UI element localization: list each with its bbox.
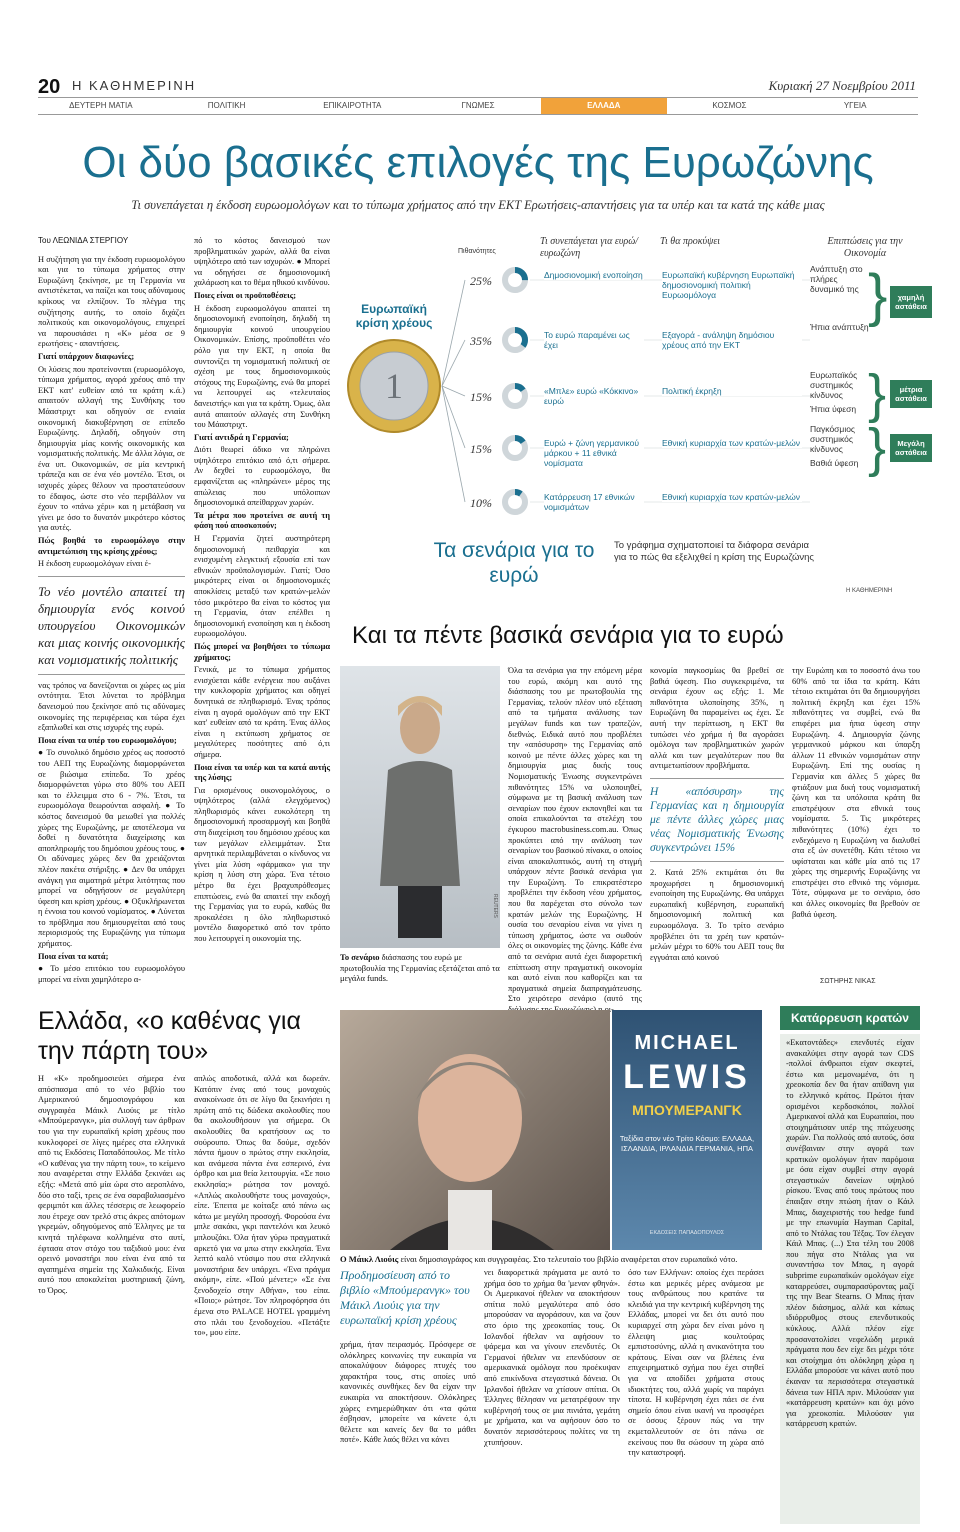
probability-value: 15% — [470, 390, 492, 404]
paragraph: vας τρόπος να δανείζονται οι χώρες ως μία οντότητα. Έτσι λύνεται το πρόβλημα δανεισμού που ξεκίνησε από τις αδύναμες οικονομίες της περιφέρειας και τώρα έχει εξαπλωθεί και στις ισχυρές της ευρώ. — [38, 680, 185, 733]
chart-caption: Το γράφημα σχηματοποιεί τα διάφορα σενάρια για το πώς θα εξελιχθεί η κρίση της Ευρωζώνης — [614, 540, 815, 563]
question: Γιατί υπάρχουν διαφωνίες; — [38, 351, 135, 361]
question: Ποια είναι τα υπέρ και τα κατά αυτής της λύσης; — [194, 762, 330, 783]
scenario-infographic — [340, 236, 927, 596]
sidebar-title: Κατάρρευση κρατών — [780, 1006, 920, 1030]
scenarios-column-a — [508, 666, 642, 1004]
connector-line — [442, 280, 465, 386]
result-text: Εθνική κυριαρχία των κρατών-μελών — [662, 492, 801, 502]
connector-line — [442, 340, 465, 386]
probability-value: 25% — [470, 274, 492, 288]
crisis-label: Ευρωπαϊκή κρίση χρέους — [355, 302, 433, 330]
book-intro: Προδημοσίευση από το βιβλίο «Μπούμερανγκ» του Μάικλ Λιούις για την ευρωπαϊκή κρίση χρέους — [340, 1268, 470, 1327]
probability-donut — [505, 330, 525, 350]
greece-column-5 — [628, 1268, 764, 1524]
caption-lead: Το σενάριο — [340, 952, 380, 962]
impact-text: Ήπια ύφεση — [810, 404, 857, 414]
instability-box: μέτρια αστάθεια — [890, 380, 932, 408]
scenarios-column-c — [792, 666, 920, 966]
probability-value: 10% — [470, 496, 492, 510]
paragraph: Για ορισμένους οικονομολόγους, ο υψηλότερος (αλλά ελεγχόμενος) πληθωρισμός κάνει ευκολότερη τη δημοσιονομική προσαρμογή και βοηθά στη διαχείριση του δημόσιου χρέους και των μεγάλων ελλειμμάτων. Στα αρνητικά περιλαμβάνεται ο κίνδυνος να γίνει μία λύση «φάρμακο» για την κρίση η λύση στη χώρα. Ένα τέτοιο μέτρο θα έχει βραχυπρόθεσμες επιπτώσεις, ενώ θα απαιτεί την εκδοχή της Γερμανίας για το ευρώ, καθώς θα προκαλέσει η όλο πληθωριστικό μοντέλο διαφορετικό από τον τρόπο που λειτουργεί η οικονομία της. — [194, 785, 330, 943]
question: Πώς βοηθά το ευρωομόλογο στην αντιμετώπιση της κρίσης χρέους; — [38, 536, 185, 556]
merkel-photo — [340, 666, 500, 948]
probability-value: 35% — [470, 334, 492, 348]
scenario-text: Το ευρώ παραμένει ως έχει — [544, 330, 644, 350]
question: Ποιες είναι οι προϋποθέσεις; — [194, 290, 297, 300]
book-author-last: LEWIS — [623, 1058, 751, 1096]
nav-item[interactable]: ΕΠΙΚΑΙΡΟΤΗΤΑ — [323, 101, 382, 110]
chart-title: Τα σενάρια για το ευρώ — [433, 539, 595, 587]
paragraph: την Ευρώπη και το ποσοστό άνω του 60% από τα ίδια τα κράτη. Κάτι τέτοιο εκτιμάται ότι θα δημιουργήσει πολιτική έκρηξη και έχει 15% πιθανότητες να συμβεί, ενώ θα επιφέρει μια ήπια ύφεση στην Ευρωζώνη. 4. Δημιουργία ζώνης γερμανικού μάρκου και ύπαρξη άλλων 11 εθνικών νομισμάτων στην Ευρωζώνη. Επί της ουσίας η Γερμανία και άλλες 5 χώρες θα φτιάξουν μια δική τους νομισματική ζώνη και τα υπόλοιπα κράτη θα επιστρέψουν στα εθνικά τους νομίσματα. 5. Τις μικρότερες πιθανότητες (10%) έχει το ενδεχόμενο η Ευρωζώνη να διαλυθεί στα εξ ών συνετέθη. Κάτι τέτοιο να υφίσταται και κάθε μία από τις 17 χώρες της σημερινής Ευρωζώνης να επιστρέψει στο εθνικό της νόμισμα. Τότε, σύμφωνα με το σενάριο, όσο και άλλες οικονομίες θα βρεθούν σε βαθιά ύφεση. — [792, 666, 920, 919]
greece-headline: Ελλάδα, «ο καθένας για την πάρτη του» — [38, 1007, 301, 1065]
pull-quote: Το νέο μοντέλο απαιτεί τη δημιουργία ενός κοινού υπουργείου Οικονομικών και μιας κοινής οικονομικής και νομισματικής πολιτικής — [38, 576, 185, 675]
paragraph: απλώς αποδοτικά, αλλά και δωρεάν. Κατόπιν ένας από τους μοναχούς ανακοίνωσε ότι σε λίγο θα ξεκινήσει η πρώτη από τις δώδεκα ακολουθίες που θα ακολουθήσουν για σήμερα. Οι ακολουθίες θα κρατήσουν ως το σούρουπο. Όπως θα δούμε, σχεδόν πάντα ήμουν ο πρώτος στην εκκλησία, και ανάμεσα πάντα ένα εσπερινό, ένα όρθρο και μια θεία λειτουργία. «Σε ποιο εκκλησία;» ρώτησα τον μοναχό. «Απλώς ακολουθήστε τους μοναχούς», είπε. Έπειτα με κοίταξε από πάνω ως κάτω με μεγάλη προσοχή. Φορούσα ένα μπλε σακάκι, γκρι παντελόνι και λευκό μπλουζάκι. Όλα ήταν γύρω πραγματικά αρκετό για να μπω στην εκκλησία. Ένα λεπτό καλό ντύσιμο που στα ελληνικά μοναστήρια δεν υπάρχει. «Ένα πράγμα ακόμη», είπε. «Πού μένετε;» «Σε ένα ξενοδοχείο στην Αθήνα», του είπα. «Ποιο;» ρώτησε. Τον πληροφόρησα ότι έμενα στο PALACE HOTEL γραμμένη στο πλάι του ξενοδοχείου. «Πετάξτε το», μου είπε. — [194, 1074, 330, 1338]
lewis-photo — [340, 1010, 610, 1250]
caption-text: διάσπασης του ευρώ με πρωτοβουλία της Γερμανίας εξετάζεται από τα μεγάλα funds. — [340, 952, 500, 983]
nav-item[interactable]: ΓΝΩΜΕΣ — [461, 101, 495, 110]
nav-item[interactable]: ΔΕΥΤΕΡΗ ΜΑΤΙΑ — [69, 101, 133, 110]
paragraph: Η «Κ» προδημοσιεύει σήμερα ένα απόσπασμα από το νέο βιβλίο του Αμερικανού δημοσιογράφου και συγγραφέα Μάικλ Λιούις με τίτλο «Μπούμερανγκ», μία συλλογή των άρθρων του για την ευρωπαϊκή κρίση χρέους που κυκλοφορεί σε λίγες ημέρες στα ελληνικά από τις Εκδόσεις Παπαδόπουλος. Με τίτλο «Ο καθένας για την πάρτη του», το κείμενο που αναφέρεται στην Ελλάδα ξεκινάει ως εξής: «Μετά από μία ώρα στο αεροπλάνο, δύο στο ταξί, τρεις σε ένα σαραβαλιασμένο φεριμπότ και άλλες τέσσερις σε λεωφορείο που έτρεχε σαν τρελό στις άκρες απότομων γκρεμών, οδηγούμενος από Έλληνες με τα κινητά τηλέφωνα κολλημένα στο αυτί, έφτασα στον στόχο του ταξιδιού μου: ένα ορεινό μοναστήρι που είναι ένα από τα αγαπημένα σημεία της Χαλκιδικής. Είναι αυτό που αποκαλείται μυστηριακή ζώνη, το Όρος. — [38, 1074, 185, 1295]
probability-header: Πιθανότητες — [458, 248, 496, 255]
nav-item[interactable]: ΠΟΛΙΤΙΚΗ — [207, 101, 246, 110]
main-headline: Οι δύο βασικές επιλογές της Ευρωζώνης — [82, 138, 874, 187]
connector-line — [442, 386, 465, 502]
probability-donut — [505, 492, 525, 512]
paragraph: Οι λύσεις που προτείνονται (ευρωομόλογο, τύπωμα χρήματος, αγορά χρέους από την ΕΚΤ κατ' ευθείαν από τα κράτη κ.ά.) απαιτούν αλλαγή της Συνθήκης του Μάαστριχτ και οδηγούν σε ενιαία οικονομική διακυβέρνηση σε επίπεδο Ευρωζώνης. Δηλαδή, οδηγούν στη δημιουργία μίας κοινής οικονομικής και νομισματικής πολιτικής. Με άλλα λόγια, σε ένα υπ. Οικονομικών, σε μία κεντρική τράπεζα και σε ένα νέο μοντέλο. Έτσι, οι ισχυρές χώρες θέλουν να προστατεύσουν το έδαφος, ώστε στο νέο περιβάλλον να έχουν το «πάνω χέρι» και η μετάβαση να γίνει με όσο το δυνατόν μικρότερο κόστος για αυτές. — [38, 364, 185, 533]
paragraph: Όλα τα σενάρια για την επόμενη μέρα του ευρώ, ακόμη και αυτό της διάσπασης του με πρωτοβουλία της Γερμανίας, τελούν πλέον υπό εξέταση από τα τμήματα ανάλυσης των μεγάλων funds και των τραπεζών, διεθνώς. Ειδικά αυτό που προβλέπει την «απόσυρση» της Γερμανίας από κοινού με πέντε άλλες χώρες και τη δημιουργία μιας δικής τους Νομισματικής Ένωσης συγκεντρώνει πιθανότητες 15% να υλοποιηθεί, σύμφωνα με τη βασική ανάλυση των σεναρίων που έχουν εκπονηθεί και τα οποία επικαλούνται τα στελέχη του έγκυρου macrobusiness.com.au. Όπως προκύπτει από την ανάλυση των σεναρίων του βασικού πίνακα, ο οποίος είναι αποκαλυπτικός, αυτή τη στιγμή υπάρχουν πέντε βασικά σενάρια για την Ευρωζώνη. Το επικρατέστερο προβλέπει την έκδοση νέου χρήματος, που θα παρέχεται στο σύνολο των κρατών μελών της Ευρωζώνης. Η ουσία του σεναρίου είναι να γίνει η τύπωση χρήματος, ώστε να σωθούν όλες οι οικονομίες της ζώνης. Κάθε ένα από τα σενάρια αυτά έχει διαφορετική επίπτωση στην πραγματική οικονομία και αυτό είναι που καθορίζει και τα πραγματικά σημεία διαπραγμάτευσης. Στο χειρότερο σενάριο (αυτό της — [508, 666, 642, 1004]
scenario-text: Δημοσιονομική ενοποίηση — [544, 270, 643, 280]
nav-item-active[interactable]: ΕΛΛΑΔΑ — [541, 98, 667, 114]
question: Ποια είναι τα κατά; — [38, 951, 109, 961]
probability-donut — [505, 386, 525, 406]
result-text: Πολιτική έκρηξη — [662, 386, 802, 396]
impact-text: Παγκόσμιος συστημικός κίνδυνος — [810, 424, 856, 454]
greece-column-2 — [194, 1074, 330, 1524]
impact-text: Ανάπτυξη στο πλήρες δυναμικό της — [810, 264, 863, 294]
brace-icon: } — [868, 263, 888, 328]
result-text: Ευρωπαϊκή κυβέρνηση Ευρωπαϊκή δημοσιονομική πολιτική Ευρωομόλογα — [662, 270, 802, 300]
article-column-1 — [38, 236, 185, 998]
nav-item[interactable]: ΚΟΣΜΟΣ — [712, 101, 747, 110]
impact-header: Επιπτώσεις για την Οικονομία — [827, 236, 903, 259]
publication-date: Κυριακή 27 Νοεμβρίου 2011 — [768, 78, 916, 93]
question: Τα μέτρα που προτείνει σε αυτή τη φάση πού αποσκοπούν; — [194, 510, 330, 531]
result-text: Εξαγορά - ανάληψη δημόσιου χρέους από την ΕΚΤ — [662, 330, 802, 350]
sidebar-box — [780, 1034, 920, 1524]
brace-icon: } — [868, 364, 887, 424]
paragraph: Η έκδοση ευρωομολόγου απαιτεί τη δημοσιονομική ενοποίηση, δηλαδή τη δημιουργία κοινού υπουργείου Οικονομικών. Επίσης, προϋποθέτει νέο ρόλο για την ΕΚΤ, η οποία θα συντονίζει τη νομισματική πολιτική σε σχέση με τους δημοσιονομικούς στόχους της Ευρωζώνης, ενώ θα μπορεί να λειτουργεί ως «τελευταίος δανειστής» και για τα κράτη. Όμως, όλα αυτά απαιτούν αλλαγές στη Συνθήκη του Μάαστριχτ. — [194, 303, 330, 430]
sidebar-text: «Εκατοντάδες» επενδυτές είχαν ανακαλύψει στην αγορά των CDS -πολλοί άνθρωποι είχαν σκεφτεί, έστω και μεμονωμένα, ότι η χρεοκοπία δεν θα ήταν απίθανη για το ελληνικό κράτος. Πρώτοι ήταν ορισμένοι κερδοσκόποι, πολλοί Αμερικανοί αλλά και Ευρωπαίοι, που στοιχημάτισαν υπέρ της πτώχευσης χωρών. Για πολλούς από αυτούς, όσα συνέβαιναν στην αγορά των κρατικών ομολόγων ήταν παρόμοια με όσα είχαν συμβεί στην αγορά στεγαστικών δανείων υψηλού ρίσκου. Ένας από τους πρώτους που έπαιξαν στην πτώση ήταν ο Κάιλ Μπας, διαχειριστής του hedge fund με την επωνυμία Hayman Capital, από το Ντάλας του Τέξας. Τον έλεγαν Κάιλ Μπας. (...) Στα τέλη του 2008 που πήγα στο Ντάλας για να συναντήσω τον Μπας, η αγορά subprime ευρωπαϊκών ομολόγων είχε καταρρεύσει, συμπαρασύροντας μαζί της την Bear Stearns. Ο Μπας ήταν πλέον διάσημος, αλλά και κάπως ιδιόρρυθμος στους επενδυτικούς κύκλους. Αλλά πλέον είχε προσανατολίσει νεφελώδη μερικά πράγματα που δεν είχε δει μέχρι τότε και στοίχημα ότι ολόκληρη χώρα η Ελλάδα μπορούσε να κάνει αυτό που έκαναν τα περισσότερα στεγαστικά δάνεια των ΗΠΑ πριν. Μιλούσαν για «κατάρρευση κρατών» και όχι μόνο για χρεοκοπία. Μιλούσαν για κατάρρευση κρατών. — [786, 1038, 914, 1429]
paragraph: ● Το μέσο επιτόκιο του ευρωομολόγου μπορεί να είναι χαμηλότερο α- — [38, 964, 185, 984]
book-title: ΜΠΟΥΜΕΡΑΝΓΚ — [632, 1102, 742, 1118]
page-number: 20 — [38, 76, 61, 98]
paragraph: Διότι θεωρεί άδικο να πληρώνει υψηλότερο επιτόκιο από ό,τι σήμερα. Αν δεχθεί το ευρωομόλογο, θα εμφανίζεται ως «πληρώνει» μέρος της απώλειας που υπόλοιπων δημοσιονομικά απείθαρχων χωρών. — [194, 445, 330, 508]
impact-group — [810, 263, 927, 344]
greece-column-4 — [484, 1268, 620, 1524]
book-publisher: ΕΚΔΟΣΕΙΣ ΠΑΠΑΔΟΠΟΥΛΟΣ — [649, 1230, 725, 1236]
impact-text: Βαθιά ύφεση — [810, 458, 859, 468]
paragraph: ● Το συνολικό δημόσιο χρέος ως ποσοστό του ΑΕΠ της Ευρωζώνης διαμορφώνεται σε βιώσιμα επίπεδα. Το χρέος διαμορφώνεται γύρω στο 80% του ΑΕΠ και το έλλειμμα στο 6 - 7%. Έτσι, τα ευρωομόλογα θεωρούνται ασφαλή. ● Το κόστος δανεισμού θα μειωθεί για πολλές χώρες της Ευρωζώνης, με αποτέλεσμα να δοθεί η δυνατότητα διαχείρισης και αποπληρωμής του δημόσιου χρέους τους. ● Οι αδύναμες χώρες δεν θα χρειάζονται πλέον πακέτα στήριξης. ● Δεν θα υπάρχει ανάγκη για αιματηρά μέτρα λιτότητας που μπορεί να οδηγήσουν σε μεγαλύτερη ύφεση και κρίση χρέους. ● Οξυκλήρωνεται η έννοια του κοινού νομίσματος. ● Λύνεται το πρόβλημα που δημιουργείται από τους περιορισμούς της Ευρωζώνης για τύπωμα χρήματος. — [38, 748, 185, 949]
probability-donut — [505, 270, 525, 290]
brace-icon: } — [868, 418, 887, 478]
impact-group — [810, 418, 927, 504]
paragraph: 2. Κατά 25% εκτιμάται ότι θα προχωρήσει η δημοσιονομική ενοποίηση της Ευρωζώνης. Θα υπάρχει ευρωπαϊκή κυβέρνηση, ευρωπαϊκή δημοσιονομική πολιτική και ευρωομόλογα. 3. Το τρίτο σενάριο προβλέπει ότι τα χρέη των κρατών-μελών μέχρι το 60% του ΑΕΠ τους θα εγγυάται από κοινού — [650, 867, 784, 962]
impact-text: Ήπια ανάπτυξη — [810, 322, 869, 332]
paragraph: Γενικά, με το τύπωμα χρήματος ενισχύεται κάθε ενέργεια που αυξάνει την κυκλοφορία χρήματος και οδηγεί δυνητικά σε πληθωρισμό. Ένας τρόπος είναι η αγορά ομολόγων από την ΕΚΤ κατ' ευθείαν από τα κράτη. Ένας άλλος είναι η εκτύπωση χρήματος σε μεγαλύτερες ποσότητες από ό,τι σήμερα. — [194, 665, 330, 759]
instability-box: χαμηλή αστάθεια — [890, 286, 932, 318]
greece-column-3 — [340, 1340, 476, 1524]
scenario-header: Τι συνεπάγεται για ευρώ/ ευρωζώνη — [540, 236, 638, 259]
greece-column-1 — [38, 1074, 185, 1524]
scenario-text: Κατάρρευση 17 εθνικών νομισμάτων — [544, 492, 644, 512]
masthead: Η ΚΑΘΗΜΕΡΙΝΗ — [72, 78, 197, 93]
scenario-text: «Μπλε» ευρώ «Κόκκινο» ευρώ — [544, 386, 644, 406]
paragraph: Η έκδοση ευρωομολόγων είναι έ- — [38, 559, 151, 569]
book-cover — [612, 1010, 762, 1250]
scenarios-column-b — [650, 666, 784, 984]
signature: ΣΩΤΗΡΗΣ ΝΙΚΑΣ — [820, 978, 876, 985]
connector-line — [442, 386, 465, 448]
result-header: Τι θα προκύψει — [660, 236, 721, 247]
question: Γιατί αντιδρά η Γερμανία; — [194, 432, 289, 442]
scenario-text: Ευρώ + ζώνη γερμανικού μάρκου + 11 εθνικά νομίσματα — [544, 438, 644, 468]
svg-text:1: 1 — [385, 366, 403, 406]
impact-text: Ευρωπαϊκός συστημικός κίνδυνος — [810, 370, 858, 400]
paragraph: κονομία παγκοσμίως θα βρεθεί σε βαθιά ύφεση. Πιο συγκεκριμένα, τα σενάρια έχουν ως εξής: 1. Με πιθανότητα υλοποίησης 35%, η Ευρωζώνη θα παραμείνει ως έχει. Σε αυτή την περίπτωση, η ΕΚΤ θα τυπώσει νέο χρήμα ή θα αγοράσει ομόλογα των προβληματικών χωρών αλλά και των μεγαλύτερων που θα αντιμετωπίσουν προβλήματα. — [650, 666, 784, 771]
probability-donut — [505, 438, 525, 458]
book-subtitle: Ταξίδια στον νέο Τρίτο Κόσμο: ΕΛΛΑΔΑ, ΙΣΛΑΝΔΙΑ, ΙΡΛΑΝΔΙΑ ΓΕΡΜΑΝΙΑ, ΗΠΑ — [619, 1134, 755, 1153]
question: Πώς μπορεί να βοηθήσει το τύπωμα χρήματος; — [194, 641, 330, 662]
probability-value: 15% — [470, 442, 492, 456]
paragraph: νει διαφορετικά πράγματα με αυτό το χρήμα όσο το χρήμα θα 'μεναν φθηνά». Οι Αμερικανοί ήθελαν να αποκτήσουν σπίτια πολύ μεγαλύτερα από όσο μπορούσαν να αγοράσουν, και να ζουν στο όριο της χρεοκοπίας τους. Οι Ισλανδοί ήθελαν να αφήσουν το ψάρεμα και να γίνουν επενδυτές. Οι Γερμανοί ήθελαν να επενδύσουν σε αμερικανικά ομόλογα που προέκυψαν από επικίνδυνα στεγαστικά δάνεια. Οι Ιρλανδοί ήθελαν να χτίσουν σπίτια. Οι Έλληνες θέλησαν να μετατρέψουν την κυβέρνησή τους σε μια πινιάτα, γεμάτη με χρήματα, και να αφήσουν όσο το δυνατόν περισσότερους πολίτες να τη χτυπήσουν. — [484, 1268, 620, 1447]
caption-lead: Ο Μάικλ Λιούις — [340, 1254, 399, 1264]
instability-box: Μεγάλη αστάθεια — [890, 434, 932, 462]
nav-item[interactable]: ΥΓΕΙΑ — [843, 101, 867, 110]
question: Ποια είναι τα υπέρ του ευρωομολόγου; — [38, 735, 177, 745]
scenarios-headline: Και τα πέντε βασικά σενάρια για το ευρώ — [352, 622, 784, 649]
byline: Του ΛΕΩΝΙΔΑ ΣΤΕΡΓΙΟΥ — [38, 236, 129, 245]
main-subhead: Τι συνεπάγεται η έκδοση ευρωομολόγων και το τύπωμα χρήματος από την ΕΚΤ Ερωτήσεις-απαντήσεις για τα υπέρ και τα κατά της κάθε μιας — [131, 198, 825, 212]
merkel-caption — [340, 952, 500, 984]
lewis-caption — [340, 1254, 780, 1264]
pull-quote: Η «απόσυρση» της Γερμανίας και η δημιουργία με πέντε άλλες χώρες μιας νέας Νομισματικής Ένωσης συγκεντρώνει 15% — [650, 778, 784, 862]
chart-credit: Η ΚΑΘΗΜΕΡΙΝΗ — [846, 588, 893, 594]
caption-text: είναι δημοσιογράφος και συγγραφέας. Στο τελευταίο του βιβλίο αναφέρεται στον ευρωπαϊκό νότο. — [400, 1254, 738, 1264]
paragraph: χρήμα, ήταν πειρασμός. Πρόσφερε σε ολόκληρες κοινωνίες την ευκαιρία να αποκαλύψουν διάφορες πτυχές του χαρακτήρα τους, στις οποίες υπό κανονικές συνθήκες δεν θα είχαν την ευκαιρία να αποκτήσουν. Ολόκληρες χώρες ενημερώθηκαν ότι «τα φώτα έσβησαν, μπορείτε να κάνετε ό,τι θέλετε και κανείς δεν θα το μάθει ποτέ». Κάθε λαός θέλει να κάνει — [340, 1340, 476, 1445]
paragraph: πό το κόστος δανεισμού των προβληματικών χωρών, αλλά θα είναι υψηλότερο από των ισχυρών. ● Μπορεί να οδηγήσει σε δημοσιονομική χαλάρωση και το θέμα ηθικού κινδύνου. — [194, 236, 330, 288]
paragraph: Η συζήτηση για την έκδοση ευρωομολόγου και για το τύπωμα χρήματος στην Ευρωζώνη ξεκίνησε, με τη Γερμανία να αντιστέκεται, να παίζει και τους αδύναμους κρίκους να ελπίζουν. Το πλέγμα της συζήτησης αυτής, το οποίο διχάζει πολιτικούς και οικονομολόγους, επιχειρεί να παρουσιάσει η «Κ» μέσα σε 9 ερωτήσεις - απαντήσεις. — [38, 254, 185, 349]
paragraph: Η Γερμανία ζητεί αυστηρότερη δημοσιονομική πειθαρχία και ενισχυμένη ελεγκτική εξουσία επί των εθνικών προϋπολογισμών. Γιατί; Όσο μικρότερες είναι οι δημοσιονομικές αποκλίσεις μεταξύ των κρατών-μελών τόσο μικρότερο θα είναι το κόστος για τη Γερμανία, όταν επέλθει η δημοσιονομική ενοποίηση και η έκδοση ευρωομολόγου. — [194, 534, 330, 639]
section-nav — [38, 97, 918, 115]
result-text: Εθνική κυριαρχία των κρατών-μελών — [662, 438, 801, 448]
article-column-2 — [194, 236, 330, 998]
paragraph: όσο των Ελλήνων: οποίος έχει περάσει έστω και μερικές μέρες ανάμεσα με τους ανθρώπους που κρατάνε τα κλειδιά για την κεντρική κυβέρνηση της Ελλάδας, μπορεί να δει ότι αυτό που κυριαρχεί στη χώρα δεν είναι μόνο η έλλειψη μιας κουλτούρας εμπιστοσύνης, αλλά η ανικανότητα του κράτους. Είναι σαν να βλέπεις ένα επιχειρηματικό σχήμα που έχει στηθεί για να αποδίδει χρήματα στους ιδιοκτήτες του, αλλά χωρίς να παράγει τίποτα. Η κυβέρνηση έχει πάει σε ένα σημείο όπου είναι ικανή να προσφέρει σε όσους ξέρουν πώς να την εκμεταλλευτούν σε ότι πάνω σε εκείνους που θα σώσουν τη χώρα από την καταστροφή. — [628, 1268, 764, 1458]
photo-credit: REUTERS — [492, 894, 498, 918]
book-author-first: MICHAEL — [634, 1032, 740, 1054]
